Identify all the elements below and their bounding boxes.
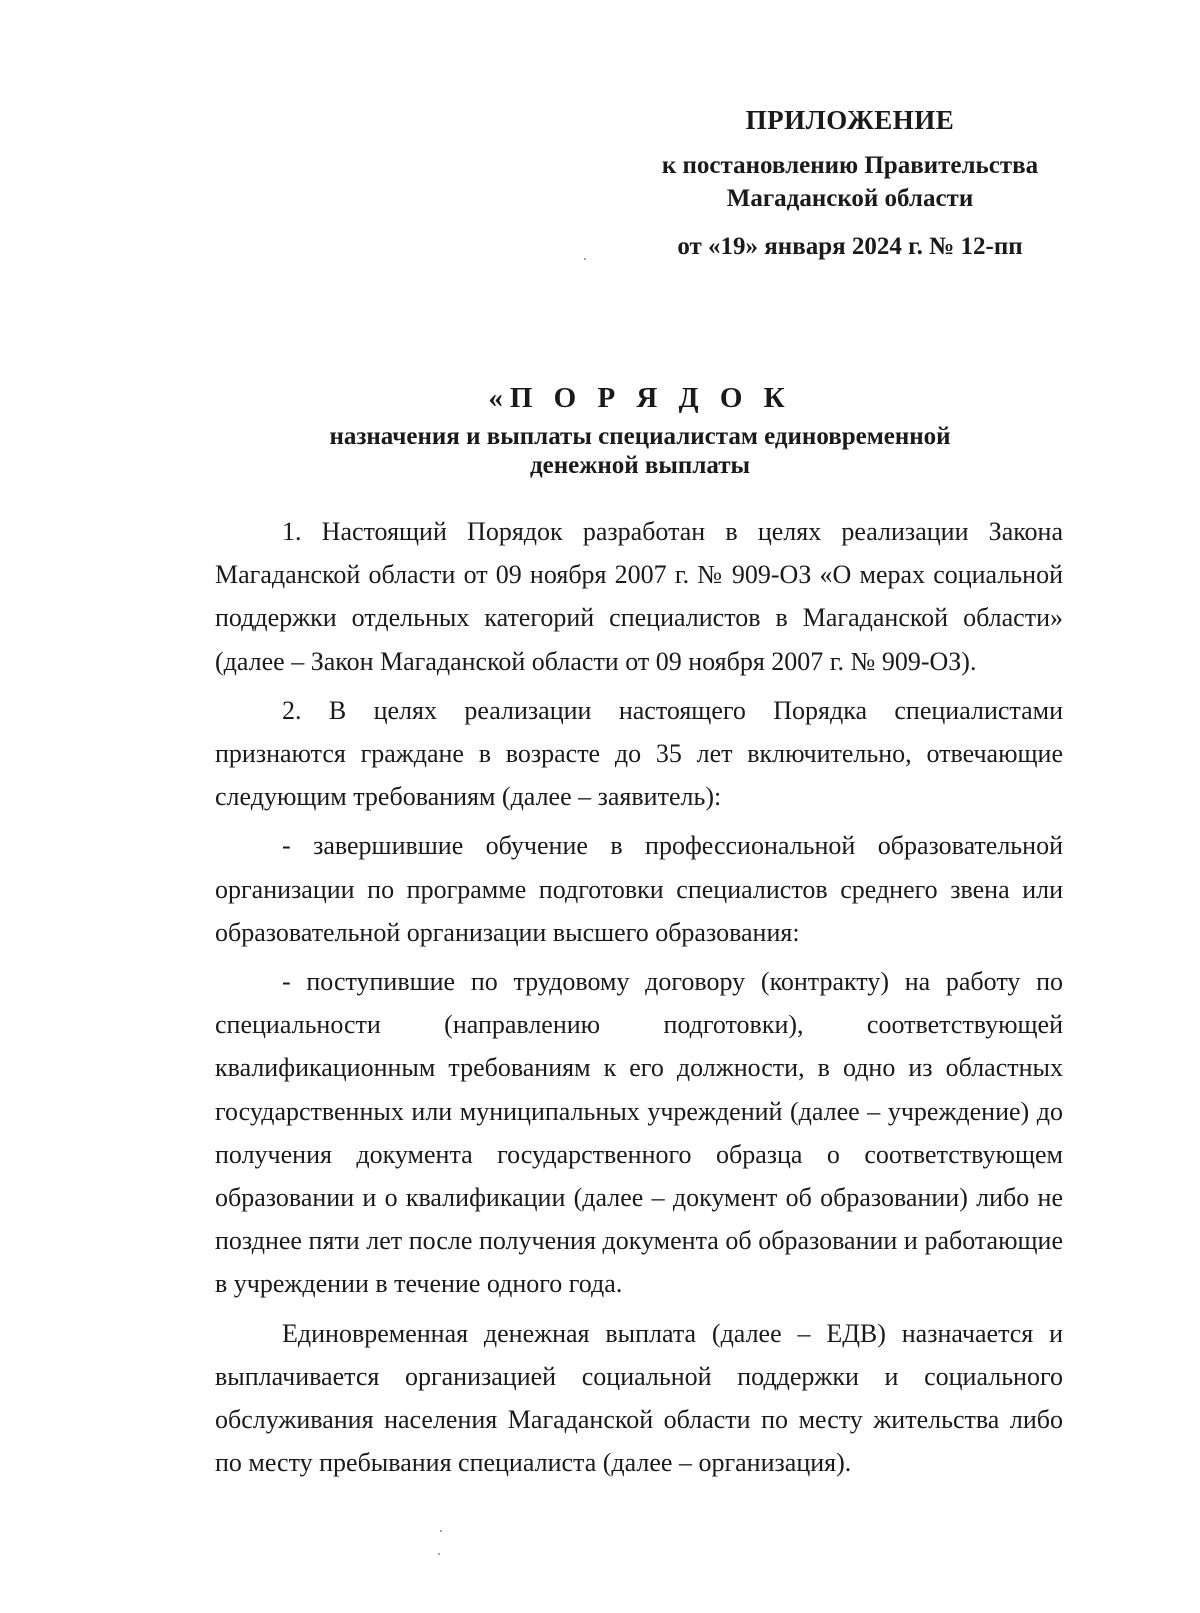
paragraph-4: - поступившие по трудовому договору (контракту) на работу по специальности (направлению подготовки), соответствующей квалификационным требованиям к его должности, в одно из областных государственных или муниципальных учреждений (далее – учреждение) до получения документа государственного образца о соответствующем образовании и о квалификации (далее – документ об образовании) либо не позднее пяти лет после получения документа об образовании и работающие в учреждении в течение одного года. xyxy=(215,967,1063,1299)
appendix-region-line: Магаданской области xyxy=(726,185,974,212)
title-subtitle-line-2: денежной выплаты xyxy=(529,452,751,479)
title-main: «П О Р Я Д О К xyxy=(488,382,792,414)
appendix-heading: ПРИЛОЖЕНИЕ xyxy=(745,105,955,135)
appendix-date-line: от «19» января 2024 г. № 12-пп xyxy=(677,233,1023,260)
document-title xyxy=(215,380,1065,480)
appendix-resolution-line: к постановлению Правительства xyxy=(661,152,1039,179)
paragraph-1: 1. Настоящий Порядок разработан в целях реализации Закона Магаданской области от 09 ноября 2007 г. № 909-ОЗ «О мерах социальной поддержки отдельных категорий специалистов в Магаданской области» (далее – Закон Магаданской области от 09 ноября 2007 г. № 909-ОЗ). xyxy=(215,517,1063,676)
scan-speck xyxy=(584,258,586,260)
paragraph-3: - завершившие обучение в профессиональной образовательной организации по программе подготовки специалистов среднего звена или образовательной организации высшего образования: xyxy=(215,831,1063,947)
scan-speck xyxy=(440,1530,442,1532)
scan-speck xyxy=(438,1553,440,1555)
paragraph-2: 2. В целях реализации настоящего Порядка специалистами признаются граждане в возрасте до 35 лет включительно, отвечающие следующим требованиям (далее – заявитель): xyxy=(215,695,1063,812)
appendix-header xyxy=(640,104,1060,263)
document-body xyxy=(215,510,1063,1484)
paragraph-5: Единовременная денежная выплата (далее – ЕДВ) назначается и выплачивается организацией социальной поддержки и социального обслуживания населения Магаданской области по месту жительства либо по месту пребывания специалиста (далее – организация). xyxy=(215,1318,1063,1478)
title-subtitle-line-1: назначения и выплаты специалистам единовременной xyxy=(329,423,951,450)
